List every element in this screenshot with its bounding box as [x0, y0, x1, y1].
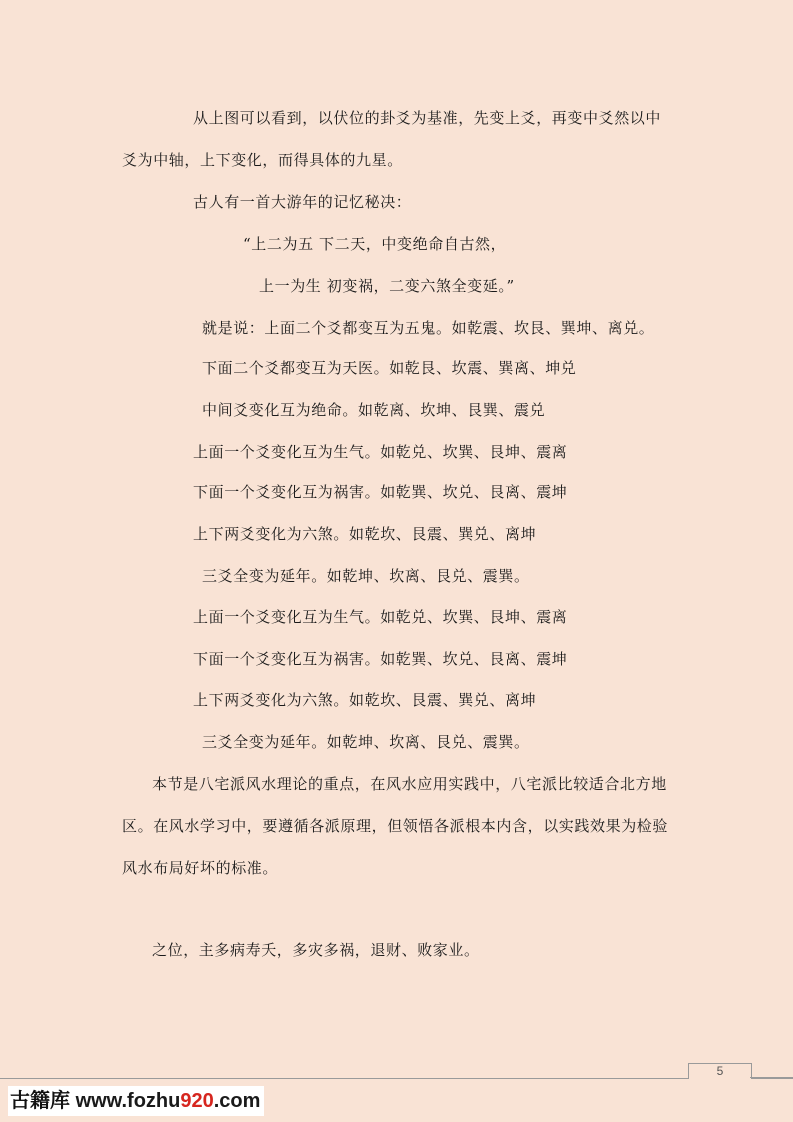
- footer-divider: [0, 1078, 793, 1079]
- watermark-url-suffix: .com: [213, 1090, 261, 1112]
- paragraph-line: 中间爻变化互为绝命。如乾离、坎坤、艮巽、震兑: [202, 401, 546, 419]
- watermark-logo: [8, 1086, 264, 1116]
- paragraph-line: 爻为中轴，上下变化，而得具体的九星。: [122, 151, 403, 169]
- paragraph-line: 上面一个爻变化互为生气。如乾兑、坎巽、艮坤、震离: [193, 443, 568, 461]
- paragraph-line: 之位，主多病寿夭，多灾多祸，退财、败家业。: [152, 941, 480, 959]
- paragraph-line: 从上图可以看到，以伏位的卦爻为基准，先变上爻，再变中爻然以中: [193, 109, 662, 127]
- verse-line: 上一为生 初变祸，二变六煞全变延。”: [259, 277, 515, 295]
- watermark-site-name: 古籍库: [10, 1090, 76, 1112]
- paragraph-line: 就是说：上面二个爻都变互为五鬼。如乾震、坎艮、巽坤、离兑。: [202, 319, 655, 337]
- paragraph-line: 下面一个爻变化互为祸害。如乾巽、坎兑、艮离、震坤: [193, 650, 568, 668]
- paragraph-line: 上下两爻变化为六煞。如乾坎、艮震、巽兑、离坤: [193, 525, 537, 543]
- verse-line: “上二为五 下二天，中变绝命自古然，: [243, 235, 507, 253]
- footer-divider-tail: [750, 1077, 793, 1078]
- paragraph-line: 古人有一首大游年的记忆秘决：: [193, 193, 412, 211]
- page-number: 5: [688, 1063, 752, 1079]
- watermark-url-prefix: www.fozhu: [75, 1090, 181, 1112]
- paragraph-line: 区。在风水学习中，要遵循各派原理，但领悟各派根本内含，以实践效果为检验: [122, 817, 669, 835]
- paragraph-line: 风水布局好坏的标准。: [122, 859, 279, 877]
- watermark-url-number: 920: [180, 1090, 214, 1112]
- paragraph-line: 下面二个爻都变互为天医。如乾艮、坎震、巽离、坤兑: [202, 359, 577, 377]
- paragraph-line: 三爻全变为延年。如乾坤、坎离、艮兑、震巽。: [202, 567, 530, 585]
- paragraph-line: 上面一个爻变化互为生气。如乾兑、坎巽、艮坤、震离: [193, 608, 568, 626]
- paragraph-line: 本节是八宅派风水理论的重点，在风水应用实践中，八宅派比较适合北方地: [152, 775, 667, 793]
- paragraph-line: 上下两爻变化为六煞。如乾坎、艮震、巽兑、离坤: [193, 691, 537, 709]
- paragraph-line: 下面一个爻变化互为祸害。如乾巽、坎兑、艮离、震坤: [193, 483, 568, 501]
- paragraph-line: 三爻全变为延年。如乾坤、坎离、艮兑、震巽。: [202, 733, 530, 751]
